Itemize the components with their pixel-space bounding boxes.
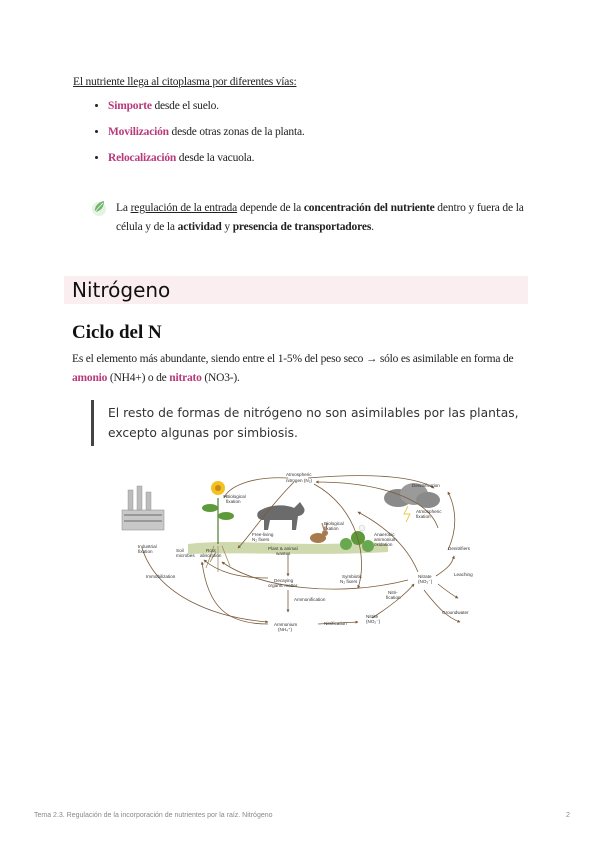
label-plant-animal-wastes-2: wastes <box>276 551 291 556</box>
label-plant-animal-wastes: Plant & animal <box>268 546 298 551</box>
label-denitrifiers: Denitrifiers <box>448 546 470 551</box>
list-term: Movilización <box>108 126 169 138</box>
para-part: (NH4+) o de <box>107 372 170 384</box>
note-part: dentro y fuera de la célula y de la <box>116 202 524 233</box>
leaf-icon <box>90 197 108 217</box>
label-nitrification-short: Nitri- <box>388 590 398 595</box>
label-atmospheric-fixation: Atmospheric <box>416 509 442 514</box>
note-part: y <box>221 221 233 233</box>
note-bold: actividad <box>177 221 222 233</box>
page-footer: Tema 2.3. Regulación de la incorporación de nutrientes por la raíz. Nitrógeno <box>34 812 273 819</box>
label-nitrite-2: (NO₂⁻) <box>366 619 381 624</box>
label-denitrification: Denitrification <box>412 483 440 488</box>
label-free-living-2: N₂ fixers <box>252 537 270 542</box>
note-bold: presencia de transportadores <box>232 221 372 233</box>
para-highlight: nitrato <box>169 372 202 384</box>
note-bold: concentración del nutriente <box>303 202 435 214</box>
label-nitrate: Nitrate <box>418 574 432 579</box>
label-industrial-fixation: Industrial <box>138 544 157 549</box>
label-groundwater: Groundwater <box>442 610 469 615</box>
label-soil-microbes: Soil <box>176 548 184 553</box>
label-atmospheric-nitrogen-2: nitrogen (N₂) <box>286 478 313 483</box>
label-free-living: Free-living <box>252 532 274 537</box>
list-item <box>108 120 305 146</box>
label-biological-fixation-b: Biological <box>324 521 344 526</box>
list-term: Relocalización <box>108 152 177 164</box>
quote-bar <box>91 400 94 446</box>
list-desc: desde la vacuola. <box>176 152 255 164</box>
label-anaerobic-3: oxidation <box>374 542 393 547</box>
label-industrial-fixation-2: fixation <box>138 549 153 554</box>
label-ammonification: Ammonification <box>294 597 326 602</box>
label-ammonium-2: (NH₄⁺) <box>278 627 292 632</box>
note-part: . <box>371 221 374 233</box>
label-biological-fixation-2: fixation <box>226 499 241 504</box>
factory-icon <box>122 486 164 530</box>
section-title: Nitrógeno <box>72 278 171 302</box>
note-underline: regulación de la entrada <box>130 202 238 214</box>
para-part: Es el elemento más abundante, siendo entre el 1-5% del peso seco → sólo es asimilable en forma de <box>72 353 514 365</box>
label-anaerobic-2: ammonium <box>374 537 397 542</box>
label-atmospheric-nitrogen: Atmospheric <box>286 472 312 477</box>
label-immobilization: Immobilization <box>146 574 176 579</box>
list-desc: desde otras zonas de la planta. <box>168 126 305 138</box>
list-item <box>108 146 305 172</box>
label-atmospheric-fixation-2: fixation <box>416 514 431 519</box>
label-nitrification-short-2: fication <box>386 595 401 600</box>
label-anaerobic: Anaerobic <box>374 532 395 537</box>
label-biological-fixation-b-2: fixation <box>324 526 339 531</box>
para-highlight: amonio <box>72 372 108 384</box>
label-decaying: Decaying <box>274 578 294 583</box>
note-text <box>116 199 528 237</box>
subsection-title: Ciclo del N <box>72 322 162 343</box>
label-symbiotic: Symbiotic <box>342 574 362 579</box>
list-item <box>108 94 305 120</box>
body-paragraph <box>72 350 532 388</box>
nitrogen-cycle-diagram <box>118 468 488 636</box>
label-decaying-2: organic matter <box>268 583 298 588</box>
label-symbiotic-2: N₂ fixers <box>340 579 358 584</box>
page-number: 2 <box>566 812 570 819</box>
label-ammonium: Ammonium <box>274 622 298 627</box>
note-part: depende de la <box>237 202 304 214</box>
label-biological-fixation: Biological <box>226 494 246 499</box>
blockquote: El resto de formas de nitrógeno no son asimilables por las plantas, excepto algunas por simbiosis. <box>108 406 519 440</box>
label-root-absorption-2: absorption <box>200 553 222 558</box>
intro-text: El nutriente llega al citoplasma por diferentes vías: <box>73 76 297 88</box>
label-nitrate-2: (NO₃⁻) <box>418 579 433 584</box>
label-nitrite: Nitrite <box>366 614 378 619</box>
para-part: (NO3-). <box>201 372 240 384</box>
label-root-absorption: Root <box>206 548 216 553</box>
vias-list <box>90 94 305 172</box>
list-term: Simporte <box>108 100 152 112</box>
label-soil-microbes-2: microbes <box>176 553 195 558</box>
note-part: La <box>116 202 131 214</box>
label-nitrification: Nitrification <box>324 621 347 626</box>
list-desc: desde el suelo. <box>151 100 219 112</box>
label-leaching: Leaching <box>454 572 473 577</box>
